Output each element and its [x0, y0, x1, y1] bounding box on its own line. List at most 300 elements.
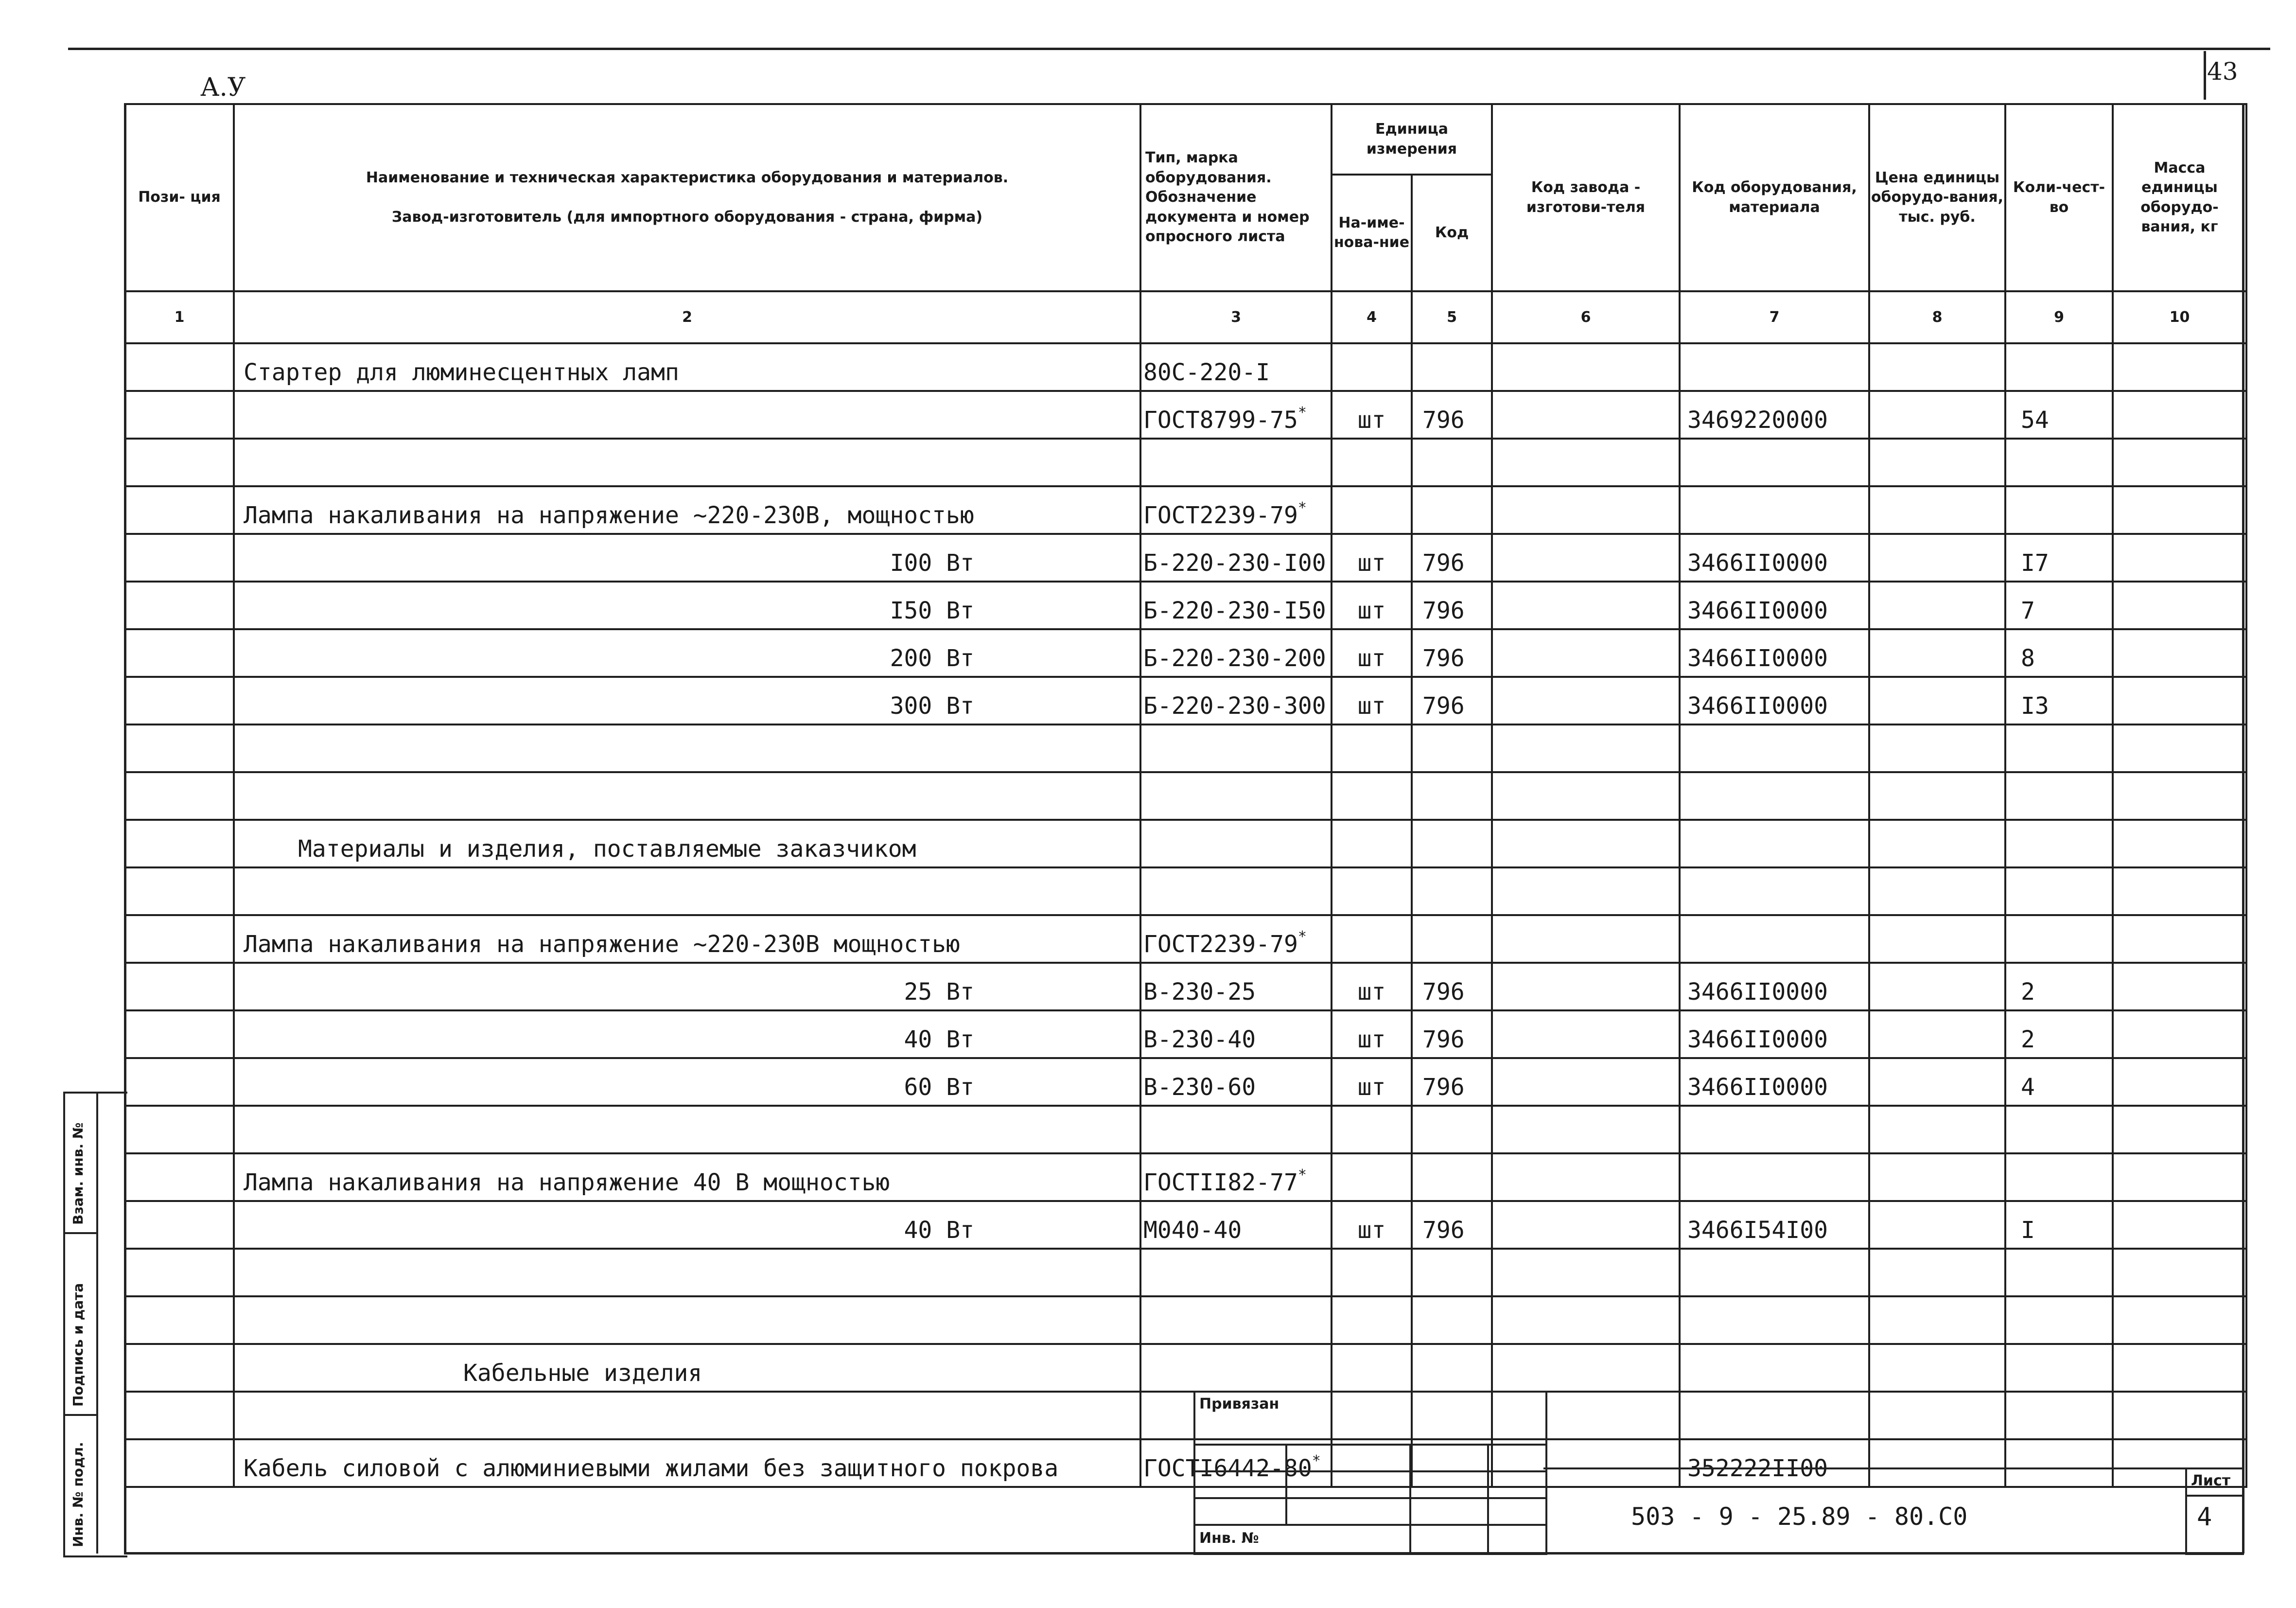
unit-code-cell	[1412, 820, 1492, 867]
item-name-cell	[234, 343, 1140, 391]
table-row	[125, 1010, 2246, 1058]
position-cell	[125, 1392, 234, 1439]
column-number: 7	[1680, 291, 1869, 343]
item-name-cell	[234, 1058, 1140, 1106]
header-mass: Масса единицы оборудо-вания, кг	[2113, 104, 2246, 291]
type-cell-text: Б-220-230-200	[1143, 645, 1326, 672]
table-row	[125, 534, 2246, 582]
item-name-cell-text: Стартер для люминесцентных ламп	[244, 359, 679, 386]
equipment-code-cell-text: 3466II0000	[1687, 1074, 1828, 1101]
position-cell	[125, 1153, 234, 1201]
position-cell	[125, 1010, 234, 1058]
position-cell	[125, 486, 234, 534]
price-cell	[1869, 1439, 2005, 1487]
equipment-code-cell	[1680, 867, 1869, 915]
item-name-cell-text: 40 Вт	[904, 1026, 974, 1053]
unit-name-cell	[1332, 1106, 1412, 1153]
unit-name-cell	[1332, 677, 1412, 724]
unit-name-cell	[1332, 867, 1412, 915]
table-row	[125, 724, 2246, 772]
quantity-cell-text: 8	[2021, 645, 2035, 672]
quantity-cell-text: 7	[2021, 597, 2035, 624]
quantity-cell	[2005, 582, 2113, 629]
unit-code-cell-text: 796	[1422, 1217, 1465, 1244]
equipment-code-cell	[1680, 1058, 1869, 1106]
quantity-cell-text: 2	[2021, 978, 2035, 1006]
position-cell	[125, 1344, 234, 1392]
equipment-code-cell	[1680, 1010, 1869, 1058]
item-name-cell-text: 25 Вт	[904, 978, 974, 1006]
factory-code-cell	[1492, 391, 1680, 439]
price-cell	[1869, 582, 2005, 629]
position-cell	[125, 1249, 234, 1296]
factory-code-cell	[1492, 915, 1680, 963]
equipment-code-cell	[1680, 1344, 1869, 1392]
header-name-line2: Завод-изготовитель (для импортного оборудования - страна, фирма)	[391, 208, 983, 226]
mass-cell	[2113, 1058, 2246, 1106]
unit-name-cell	[1332, 439, 1412, 486]
type-cell-text: ГОСТII82-77	[1143, 1169, 1298, 1196]
mass-cell	[2113, 1392, 2246, 1439]
unit-name-cell-text: шт	[1357, 692, 1386, 720]
type-cell-text: М040-40	[1143, 1217, 1242, 1244]
unit-code-cell-text: 796	[1422, 1026, 1465, 1053]
table-row	[125, 629, 2246, 677]
type-cell-text: Б-220-230-300	[1143, 692, 1326, 720]
price-cell	[1869, 1249, 2005, 1296]
table-row	[125, 1439, 2246, 1487]
price-cell	[1869, 772, 2005, 820]
title-block-divider	[1543, 1467, 2243, 1469]
item-name-cell-text: 300 Вт	[890, 692, 974, 720]
equipment-code-cell	[1680, 915, 1869, 963]
factory-code-cell	[1492, 1296, 1680, 1344]
item-name-cell-text: Кабель силовой с алюминиевыми жилами без защитного покрова	[244, 1455, 1059, 1482]
position-cell	[125, 915, 234, 963]
item-name-cell	[234, 820, 1140, 867]
type-cell	[1140, 1153, 1332, 1201]
sidebar-cell-original-inv	[65, 1416, 96, 1554]
sidebar-cell-signature	[65, 1234, 96, 1416]
factory-code-cell	[1492, 1058, 1680, 1106]
price-cell	[1869, 820, 2005, 867]
unit-name-cell	[1332, 772, 1412, 820]
mass-cell	[2113, 1201, 2246, 1249]
unit-name-cell	[1332, 391, 1412, 439]
item-name-cell	[234, 439, 1140, 486]
equipment-code-cell	[1680, 1392, 1869, 1439]
equipment-code-cell	[1680, 1249, 1869, 1296]
table-row	[125, 439, 2246, 486]
column-number: 2	[234, 291, 1140, 343]
quantity-cell-text: I	[2021, 1217, 2035, 1244]
mass-cell	[2113, 534, 2246, 582]
equipment-code-cell	[1680, 724, 1869, 772]
position-cell	[125, 772, 234, 820]
equipment-code-cell	[1680, 534, 1869, 582]
table-row	[125, 343, 2246, 391]
frame-left-border	[124, 103, 126, 1554]
asterisk-mark: *	[1297, 1166, 1307, 1184]
sheet-box	[2185, 1467, 2244, 1555]
unit-code-cell	[1412, 486, 1492, 534]
type-cell	[1140, 963, 1332, 1010]
mass-cell	[2113, 391, 2246, 439]
column-number: 1	[125, 291, 234, 343]
quantity-cell-text: I7	[2021, 549, 2049, 577]
column-number: 3	[1140, 291, 1332, 343]
item-name-cell	[234, 963, 1140, 1010]
price-cell	[1869, 486, 2005, 534]
position-cell	[125, 582, 234, 629]
unit-code-cell	[1412, 629, 1492, 677]
top-sheet-number: 43	[2207, 57, 2238, 86]
column-number-row	[125, 291, 2246, 343]
equipment-code-cell-text: 3466II0000	[1687, 549, 1828, 577]
unit-name-cell	[1332, 724, 1412, 772]
type-cell-text: Б-220-230-I00	[1143, 549, 1326, 577]
unit-code-cell	[1412, 724, 1492, 772]
unit-code-cell	[1412, 1106, 1492, 1153]
type-cell-text: ГОСТ2239-79	[1143, 502, 1298, 529]
equipment-code-cell	[1680, 772, 1869, 820]
unit-code-cell-text: 796	[1422, 978, 1465, 1006]
unit-code-cell	[1412, 582, 1492, 629]
document-code: 503 - 9 - 25.89 - 80.С0	[1631, 1502, 1968, 1531]
item-name-cell	[234, 915, 1140, 963]
price-cell	[1869, 963, 2005, 1010]
position-cell	[125, 629, 234, 677]
type-cell	[1140, 1058, 1332, 1106]
position-cell	[125, 1058, 234, 1106]
type-cell-text: ГОСТ8799-75	[1143, 406, 1298, 434]
quantity-cell	[2005, 820, 2113, 867]
equipment-code-cell	[1680, 963, 1869, 1010]
position-cell	[125, 1106, 234, 1153]
type-cell	[1140, 486, 1332, 534]
position-cell	[125, 677, 234, 724]
type-cell	[1140, 772, 1332, 820]
mass-cell	[2113, 1106, 2246, 1153]
factory-code-cell	[1492, 820, 1680, 867]
equipment-code-cell-text: 3466I54I00	[1687, 1217, 1828, 1244]
item-name-cell	[234, 867, 1140, 915]
item-name-cell	[234, 391, 1140, 439]
quantity-cell	[2005, 1010, 2113, 1058]
unit-name-cell	[1332, 1201, 1412, 1249]
column-number: 10	[2113, 291, 2246, 343]
unit-code-cell	[1412, 963, 1492, 1010]
header-type: Тип, марка оборудования. Обозначение документа и номер опросного листа	[1140, 104, 1332, 291]
item-name-cell	[234, 629, 1140, 677]
item-name-cell	[234, 1296, 1140, 1344]
table-row	[125, 391, 2246, 439]
factory-code-cell	[1492, 1249, 1680, 1296]
item-name-cell	[234, 1392, 1140, 1439]
position-cell	[125, 724, 234, 772]
unit-code-cell-text: 796	[1422, 406, 1465, 434]
frame-right-border	[2242, 103, 2244, 1554]
mass-cell	[2113, 486, 2246, 534]
unit-code-cell	[1412, 772, 1492, 820]
quantity-cell	[2005, 629, 2113, 677]
type-cell	[1140, 724, 1332, 772]
quantity-cell	[2005, 772, 2113, 820]
mass-cell	[2113, 1344, 2246, 1392]
factory-code-cell	[1492, 1010, 1680, 1058]
quantity-cell	[2005, 867, 2113, 915]
type-cell	[1140, 629, 1332, 677]
price-cell	[1869, 391, 2005, 439]
sheet-label: Лист	[2191, 1472, 2231, 1489]
unit-name-cell	[1332, 1058, 1412, 1106]
column-number: 8	[1869, 291, 2005, 343]
type-cell	[1140, 343, 1332, 391]
quantity-cell	[2005, 1153, 2113, 1201]
asterisk-mark: *	[1297, 499, 1307, 516]
item-name-cell-text: Лампа накаливания на напряжение 40 В мощностью	[244, 1169, 890, 1196]
unit-code-cell	[1412, 867, 1492, 915]
type-cell	[1140, 1296, 1332, 1344]
unit-name-cell	[1332, 1153, 1412, 1201]
unit-code-cell-text: 796	[1422, 549, 1465, 577]
price-cell	[1869, 439, 2005, 486]
quantity-cell	[2005, 1439, 2113, 1487]
quantity-cell	[2005, 1392, 2113, 1439]
quantity-cell	[2005, 343, 2113, 391]
unit-name-cell	[1332, 534, 1412, 582]
mass-cell	[2113, 915, 2246, 963]
equipment-code-cell-text: 352222II00	[1687, 1455, 1828, 1482]
unit-code-cell-text: 796	[1422, 645, 1465, 672]
quantity-cell	[2005, 1106, 2113, 1153]
unit-name-cell	[1332, 963, 1412, 1010]
item-name-cell-text: Лампа накаливания на напряжение ~220-230В, мощностью	[244, 502, 974, 529]
position-cell	[125, 343, 234, 391]
mass-cell	[2113, 724, 2246, 772]
unit-name-cell	[1332, 1344, 1412, 1392]
price-cell	[1869, 915, 2005, 963]
item-name-cell-text: 60 Вт	[904, 1074, 974, 1101]
factory-code-cell	[1492, 439, 1680, 486]
sheet-value: 4	[2197, 1502, 2212, 1532]
table-row	[125, 820, 2246, 867]
unit-code-cell	[1412, 677, 1492, 724]
column-number: 6	[1492, 291, 1680, 343]
asterisk-mark: *	[1312, 1452, 1321, 1469]
table-row	[125, 772, 2246, 820]
type-cell	[1140, 677, 1332, 724]
unit-name-cell	[1332, 1249, 1412, 1296]
price-cell	[1869, 629, 2005, 677]
item-name-cell	[234, 486, 1140, 534]
unit-code-cell	[1412, 343, 1492, 391]
mass-cell	[2113, 867, 2246, 915]
header-price: Цена единицы оборудо-вания, тыс. руб.	[1869, 104, 2005, 291]
item-name-cell-text: Лампа накаливания на напряжение ~220-230В мощностью	[244, 931, 960, 958]
item-name-cell	[234, 1249, 1140, 1296]
price-cell	[1869, 1392, 2005, 1439]
price-cell	[1869, 677, 2005, 724]
item-name-cell-text: 200 Вт	[890, 645, 974, 672]
equipment-code-cell	[1680, 486, 1869, 534]
approval-sidebar	[63, 1092, 127, 1557]
position-cell	[125, 1296, 234, 1344]
item-name-cell-text: 40 Вт	[904, 1217, 974, 1244]
table-row	[125, 1344, 2246, 1392]
factory-code-cell	[1492, 772, 1680, 820]
frame-bottom-border	[124, 1552, 2243, 1555]
table-row	[125, 1201, 2246, 1249]
quantity-cell	[2005, 1344, 2113, 1392]
quantity-cell-text: I3	[2021, 692, 2049, 720]
mass-cell	[2113, 439, 2246, 486]
unit-name-cell	[1332, 915, 1412, 963]
item-name-cell	[234, 582, 1140, 629]
table-row	[125, 1058, 2246, 1106]
item-name-cell-text: Кабельные изделия	[463, 1360, 702, 1387]
factory-code-cell	[1492, 867, 1680, 915]
equipment-code-cell-text: 3466II0000	[1687, 597, 1828, 624]
mass-cell	[2113, 963, 2246, 1010]
equipment-code-cell	[1680, 677, 1869, 724]
equipment-code-cell	[1680, 629, 1869, 677]
unit-name-cell	[1332, 1010, 1412, 1058]
factory-code-cell	[1492, 963, 1680, 1010]
item-name-cell	[234, 1106, 1140, 1153]
mass-cell	[2113, 1249, 2246, 1296]
sidebar-label-original-inv: Инв. № подл.	[70, 1442, 86, 1547]
type-cell	[1140, 582, 1332, 629]
table-row	[125, 677, 2246, 724]
mass-cell	[2113, 820, 2246, 867]
unit-name-cell-text: шт	[1357, 597, 1386, 624]
factory-code-cell	[1492, 486, 1680, 534]
mass-cell	[2113, 677, 2246, 724]
item-name-cell-text: Материалы и изделия, поставляемые заказчиком	[298, 835, 916, 863]
unit-code-cell	[1412, 534, 1492, 582]
type-cell-text: Б-220-230-I50	[1143, 597, 1326, 624]
quantity-cell	[2005, 534, 2113, 582]
equipment-code-cell-text: 3466II0000	[1687, 1026, 1828, 1053]
equipment-code-cell	[1680, 1439, 1869, 1487]
type-cell-text: В-230-60	[1143, 1074, 1256, 1101]
unit-code-cell	[1412, 1249, 1492, 1296]
position-cell	[125, 439, 234, 486]
unit-code-cell	[1412, 1058, 1492, 1106]
mass-cell	[2113, 582, 2246, 629]
price-cell	[1869, 1153, 2005, 1201]
top-rule	[68, 48, 2270, 50]
item-name-cell-text: I50 Вт	[890, 597, 974, 624]
sidebar-label-replace-inv: Взам. инв. №	[70, 1122, 86, 1225]
mass-cell	[2113, 343, 2246, 391]
item-name-cell	[234, 1439, 1140, 1487]
unit-name-cell-text: шт	[1357, 549, 1386, 577]
factory-code-cell	[1492, 534, 1680, 582]
equipment-code-cell	[1680, 439, 1869, 486]
type-cell	[1140, 1344, 1332, 1392]
linked-label: Привязан	[1199, 1396, 1279, 1413]
unit-name-cell-text: шт	[1357, 1026, 1386, 1053]
equipment-code-cell	[1680, 582, 1869, 629]
table-row	[125, 582, 2246, 629]
equipment-code-cell	[1680, 1201, 1869, 1249]
unit-name-cell-text: шт	[1357, 978, 1386, 1006]
asterisk-mark: *	[1297, 928, 1307, 945]
unit-code-cell	[1412, 1296, 1492, 1344]
unit-name-cell	[1332, 582, 1412, 629]
column-number: 5	[1412, 291, 1492, 343]
quantity-cell	[2005, 1296, 2113, 1344]
unit-code-cell	[1412, 1010, 1492, 1058]
factory-code-cell	[1492, 343, 1680, 391]
table-row	[125, 1153, 2246, 1201]
table-row	[125, 1392, 2246, 1439]
unit-code-cell	[1412, 1153, 1492, 1201]
item-name-cell	[234, 724, 1140, 772]
price-cell	[1869, 343, 2005, 391]
price-cell	[1869, 1058, 2005, 1106]
header-unit-group: Единица измерения	[1332, 104, 1492, 175]
type-cell	[1140, 820, 1332, 867]
item-name-cell	[234, 677, 1140, 724]
mass-cell	[2113, 1153, 2246, 1201]
header-name	[234, 104, 1140, 291]
price-cell	[1869, 1296, 2005, 1344]
factory-code-cell	[1492, 1344, 1680, 1392]
equipment-code-cell	[1680, 391, 1869, 439]
price-cell	[1869, 1010, 2005, 1058]
equipment-code-cell	[1680, 820, 1869, 867]
type-cell	[1140, 1106, 1332, 1153]
quantity-cell	[2005, 724, 2113, 772]
header-position: Пози- ция	[125, 104, 234, 291]
unit-name-cell	[1332, 820, 1412, 867]
specification-table	[124, 103, 2247, 1488]
table-row	[125, 486, 2246, 534]
item-name-cell	[234, 1201, 1140, 1249]
position-cell	[125, 1439, 234, 1487]
type-cell-text: ГОСТ2239-79	[1143, 931, 1298, 958]
type-cell	[1140, 915, 1332, 963]
asterisk-mark: *	[1297, 404, 1307, 421]
table-row	[125, 1106, 2246, 1153]
item-name-cell	[234, 1344, 1140, 1392]
quantity-cell	[2005, 486, 2113, 534]
equipment-code-cell-text: 3466II0000	[1687, 645, 1828, 672]
mass-cell	[2113, 772, 2246, 820]
factory-code-cell	[1492, 1201, 1680, 1249]
type-cell	[1140, 1249, 1332, 1296]
equipment-code-cell	[1680, 1153, 1869, 1201]
section-code: А.У	[200, 73, 246, 102]
unit-code-cell	[1412, 391, 1492, 439]
equipment-code-cell-text: 3469220000	[1687, 406, 1828, 434]
table-row	[125, 1249, 2246, 1296]
type-cell	[1140, 1010, 1332, 1058]
position-cell	[125, 867, 234, 915]
type-cell	[1140, 439, 1332, 486]
equipment-code-cell-text: 3466II0000	[1687, 692, 1828, 720]
column-number: 9	[2005, 291, 2113, 343]
type-cell	[1140, 1201, 1332, 1249]
quantity-cell-text: 4	[2021, 1074, 2035, 1101]
factory-code-cell	[1492, 1153, 1680, 1201]
type-cell	[1140, 534, 1332, 582]
unit-code-cell-text: 796	[1422, 1074, 1465, 1101]
item-name-cell	[234, 1153, 1140, 1201]
